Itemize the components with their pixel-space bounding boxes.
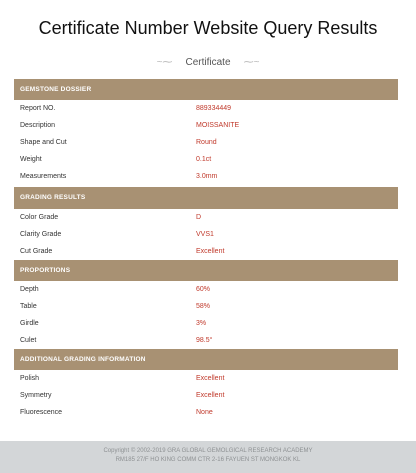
row-label: Polish	[20, 375, 40, 382]
table-row	[14, 134, 398, 151]
row-label: Cut Grade	[20, 248, 53, 255]
table-row	[14, 404, 398, 421]
footer-copyright: Copyright © 2002-2019 GRA GLOBAL GEMOLGICAL RESEARCH ACADEMY	[103, 448, 313, 454]
table-row	[14, 387, 398, 404]
row-label: Girdle	[20, 320, 39, 327]
row-label: Clarity Grade	[20, 231, 62, 238]
table-row	[14, 168, 398, 185]
row-label: Table	[20, 303, 37, 310]
row-value: Excellent	[196, 248, 225, 255]
section-header-grading-results: GRADING RESULTS	[14, 187, 398, 209]
row-label: Culet	[20, 337, 37, 344]
row-value: 3.0mm	[196, 173, 218, 180]
row-value: D	[196, 214, 202, 221]
row-value: 3%	[196, 320, 207, 327]
row-value: 0.1ct	[196, 156, 212, 163]
section-header-proportions: PROPORTIONS	[14, 260, 398, 281]
row-label: Fluorescence	[20, 409, 63, 416]
table-row	[14, 100, 398, 117]
row-value: 98.5°	[196, 337, 213, 344]
row-label: Depth	[20, 286, 39, 293]
right-ornament-icon: ⁓~	[243, 56, 260, 68]
row-value: Round	[196, 139, 217, 146]
row-value: None	[196, 409, 213, 416]
subtitle: Certificate	[185, 56, 231, 68]
left-ornament-icon: ~⁓	[156, 56, 173, 68]
table-row	[14, 315, 398, 332]
row-label: Symmetry	[20, 392, 52, 399]
table-row	[14, 209, 398, 226]
table-row	[14, 117, 398, 134]
row-value: 889334449	[196, 105, 232, 112]
table-row	[14, 332, 398, 349]
row-label: Measurements	[20, 173, 67, 180]
row-value: MOISSANITE	[196, 122, 240, 129]
row-label: Shape and Cut	[20, 139, 67, 146]
footer	[0, 441, 416, 473]
table-row	[14, 370, 398, 387]
table-row	[14, 226, 398, 243]
row-value: 58%	[196, 303, 211, 310]
table-row	[14, 281, 398, 298]
row-value: VVS1	[196, 231, 214, 238]
section-header-gemstone-dossier: GEMSTONE DOSSIER	[14, 79, 398, 100]
row-value: 60%	[196, 286, 211, 293]
table-row	[14, 243, 398, 260]
row-label: Report NO.	[20, 105, 56, 112]
certificate-subheading	[0, 52, 416, 72]
table-row	[14, 298, 398, 315]
footer-address: RM185 27/F HO KING COMM CTR 2-16 FAYUEN ST MONGKOK KL	[115, 457, 301, 463]
row-label: Color Grade	[20, 214, 59, 221]
row-label: Weight	[20, 156, 42, 163]
section-header-additional-grading: ADDITIONAL GRADING INFORMATION	[14, 349, 398, 370]
row-value: Excellent	[196, 375, 225, 382]
row-label: Description	[20, 122, 56, 129]
row-value: Excellent	[196, 392, 225, 399]
page-title: Certificate Number Website Query Results	[38, 18, 378, 38]
certificate-card	[14, 79, 398, 421]
table-row	[14, 151, 398, 168]
